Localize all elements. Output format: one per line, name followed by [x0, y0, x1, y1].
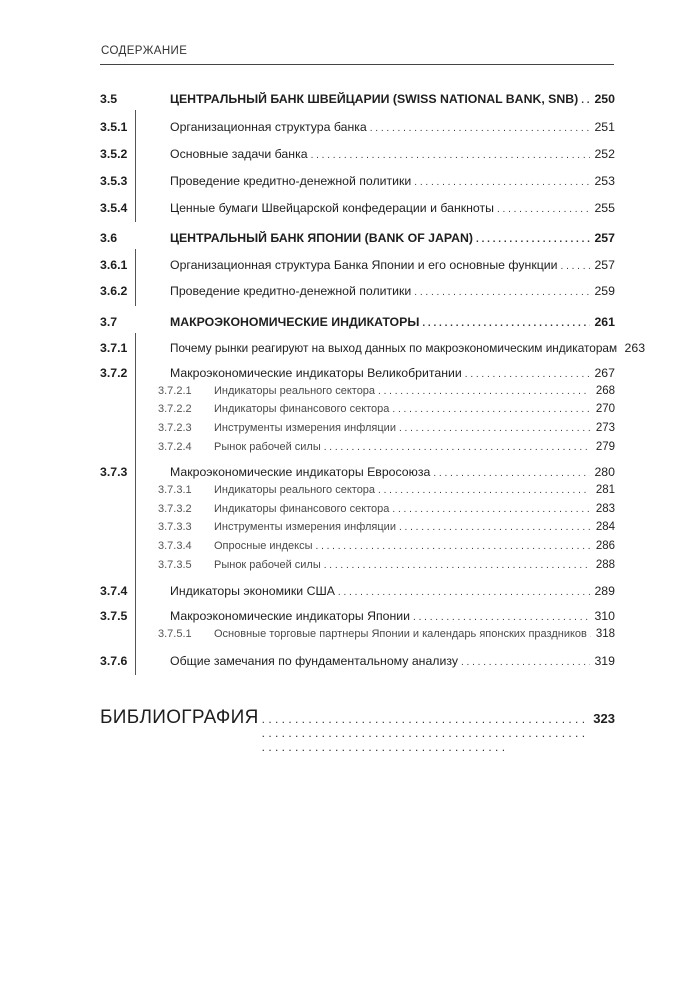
entry-title: Инструменты измерения инфляции	[214, 422, 396, 434]
toc-entry[interactable]	[100, 484, 615, 496]
entry-page: 279	[595, 441, 615, 453]
toc-entry[interactable]	[100, 385, 615, 397]
entry-number: 3.7.6	[100, 654, 128, 668]
entry-title: Рынок рабочей силы	[214, 559, 321, 571]
toc-entry[interactable]	[100, 584, 615, 598]
dot-leader	[433, 468, 590, 479]
entry-number: 3.7.3	[100, 465, 128, 479]
dot-leader	[370, 123, 590, 134]
entry-page: 251	[594, 120, 615, 134]
entry-title: Инструменты измерения инфляции	[214, 521, 396, 533]
entry-page: 270	[595, 403, 615, 415]
entry-page: 257	[594, 231, 615, 245]
entry-number: 3.7.2.3	[158, 422, 192, 434]
toc-entry[interactable]	[100, 284, 615, 298]
entry-number: 3.6.1	[100, 258, 128, 272]
entry-page: 280	[594, 465, 615, 479]
toc-entry[interactable]	[100, 465, 615, 479]
bibliography-page: 323	[593, 711, 615, 726]
dot-leader	[324, 442, 590, 453]
dot-leader	[392, 504, 590, 515]
entry-number: 3.6	[100, 231, 118, 245]
entry-page: 319	[594, 654, 615, 668]
toc-entry[interactable]	[100, 92, 615, 106]
toc-section-3-5	[100, 92, 615, 222]
entry-title: Основные торговые партнеры Японии и календарь японских праздников	[214, 628, 587, 640]
entry-page: 273	[595, 422, 615, 434]
toc-entry[interactable]	[100, 503, 615, 515]
entry-number: 3.7.3.4	[158, 540, 192, 552]
entry-page: 288	[595, 559, 615, 571]
toc-section-3-6	[100, 231, 615, 306]
entry-number: 3.7.3.1	[158, 484, 192, 496]
entry-page: 318	[595, 628, 615, 640]
entry-number: 3.5	[100, 92, 118, 106]
dot-leader	[324, 560, 590, 571]
entry-page: 289	[594, 584, 615, 598]
entry-page: 267	[594, 366, 615, 380]
entry-title: ЦЕНТРАЛЬНЫЙ БАНК ЯПОНИИ (BANK OF JAPAN)	[170, 231, 474, 245]
entry-title: Макроэкономические индикаторы Японии	[170, 609, 411, 623]
toc-entry[interactable]	[100, 403, 615, 415]
toc-section-3-7	[100, 315, 646, 675]
dot-leader	[311, 150, 590, 161]
entry-title: Индикаторы экономики США	[170, 584, 335, 598]
entry-title: Индикаторы реального сектора	[214, 385, 376, 397]
entry-number: 3.7.1	[100, 341, 128, 355]
dot-leader	[414, 287, 590, 298]
toc-entry[interactable]	[100, 174, 615, 188]
dot-leader	[399, 522, 590, 533]
toc-entry[interactable]	[100, 540, 615, 552]
entry-page: 283	[595, 503, 615, 515]
entry-title: Организационная структура банка	[170, 120, 367, 134]
entry-page: 261	[594, 315, 615, 329]
toc-entry[interactable]	[100, 231, 615, 245]
entry-title: Проведение кредитно-денежной политики	[170, 284, 412, 298]
entry-title: Общие замечания по фундаментальному анализу	[170, 654, 458, 668]
dot-leader	[262, 712, 591, 754]
entry-title: Проведение кредитно-денежной политики	[170, 174, 412, 188]
entry-title: Индикаторы финансового сектора	[214, 403, 390, 415]
toc-entry-bibliography[interactable]	[100, 707, 615, 754]
toc-entry[interactable]	[100, 609, 615, 623]
entry-page: 268	[595, 385, 615, 397]
dot-leader	[378, 386, 590, 397]
entry-page: 286	[595, 540, 615, 552]
toc-entry[interactable]	[100, 628, 615, 640]
toc-entry[interactable]	[100, 654, 615, 668]
dot-leader	[392, 404, 590, 415]
entry-number: 3.5.1	[100, 120, 128, 134]
header-rule	[100, 64, 614, 65]
bibliography-title: БИБЛИОГРАФИЯ	[100, 707, 259, 728]
entry-page: 281	[595, 484, 615, 496]
toc-entry[interactable]	[100, 521, 615, 533]
dot-leader	[414, 177, 590, 188]
dot-leader	[378, 485, 590, 496]
entry-page: 255	[594, 201, 615, 215]
toc-entry[interactable]	[100, 559, 615, 571]
entry-page: 252	[594, 147, 615, 161]
entry-number: 3.7.5.1	[158, 628, 192, 640]
entry-title: Основные задачи банка	[170, 147, 308, 161]
entry-number: 3.7.3.3	[158, 521, 192, 533]
entry-title: Почему рынки реагируют на выход данных по макроэкономическим индикаторам	[170, 341, 618, 355]
entry-number: 3.7	[100, 315, 118, 329]
toc-entry[interactable]	[100, 366, 615, 380]
dot-leader	[316, 541, 590, 552]
entry-page: 250	[594, 92, 615, 106]
dot-leader	[461, 657, 590, 668]
entry-title: Макроэкономические индикаторы Великобритании	[170, 366, 462, 380]
entry-title: Ценные бумаги Швейцарской конфедерации и банкноты	[170, 201, 494, 215]
entry-number: 3.7.4	[100, 584, 128, 598]
entry-title: Опросные индексы	[214, 540, 313, 552]
toc-entry[interactable]	[100, 147, 615, 161]
entry-number: 3.6.2	[100, 284, 128, 298]
entry-page: 257	[594, 258, 615, 272]
toc-entry[interactable]	[100, 120, 615, 134]
dot-leader	[561, 261, 590, 272]
entry-number: 3.7.2.1	[158, 385, 192, 397]
entry-number: 3.7.3.5	[158, 559, 192, 571]
entry-number: 3.7.2.2	[158, 403, 192, 415]
dot-leader	[476, 234, 590, 245]
entry-page: 263	[624, 341, 646, 355]
dot-leader	[497, 204, 590, 215]
entry-number: 3.5.3	[100, 174, 128, 188]
entry-page: 284	[595, 521, 615, 533]
dot-leader	[465, 369, 590, 380]
entry-number: 3.7.5	[100, 609, 128, 623]
toc-entry[interactable]	[100, 315, 615, 329]
entry-title: Рынок рабочей силы	[214, 441, 321, 453]
entry-page: 310	[594, 609, 615, 623]
entry-page: 253	[594, 174, 615, 188]
toc-entry[interactable]	[100, 441, 615, 453]
toc-entry[interactable]	[100, 422, 615, 434]
dot-leader	[413, 612, 590, 623]
entry-page: 259	[594, 284, 615, 298]
running-head: СОДЕРЖАНИЕ	[101, 45, 188, 57]
entry-number: 3.7.3.2	[158, 503, 192, 515]
dot-leader	[581, 95, 590, 106]
entry-title: Организационная структура Банка Японии и его основные функции	[170, 258, 558, 272]
entry-number: 3.5.4	[100, 201, 128, 215]
toc-entry[interactable]	[100, 201, 615, 215]
entry-title: ЦЕНТРАЛЬНЫЙ БАНК ШВЕЙЦАРИИ (SWISS NATIONAL BANK, SNB)	[170, 92, 579, 106]
dot-leader	[399, 423, 590, 434]
toc-entry[interactable]	[100, 341, 646, 355]
entry-title: Макроэкономические индикаторы Евросоюза	[170, 465, 431, 479]
entry-title: МАКРОЭКОНОМИЧЕСКИЕ ИНДИКАТОРЫ	[170, 315, 420, 329]
entry-title: Индикаторы финансового сектора	[214, 503, 390, 515]
dot-leader	[422, 318, 590, 329]
entry-title: Индикаторы реального сектора	[214, 484, 376, 496]
entry-number: 3.7.2.4	[158, 441, 192, 453]
entry-number: 3.7.2	[100, 366, 128, 380]
entry-number: 3.5.2	[100, 147, 128, 161]
toc-entry[interactable]	[100, 258, 615, 272]
dot-leader	[338, 587, 590, 598]
